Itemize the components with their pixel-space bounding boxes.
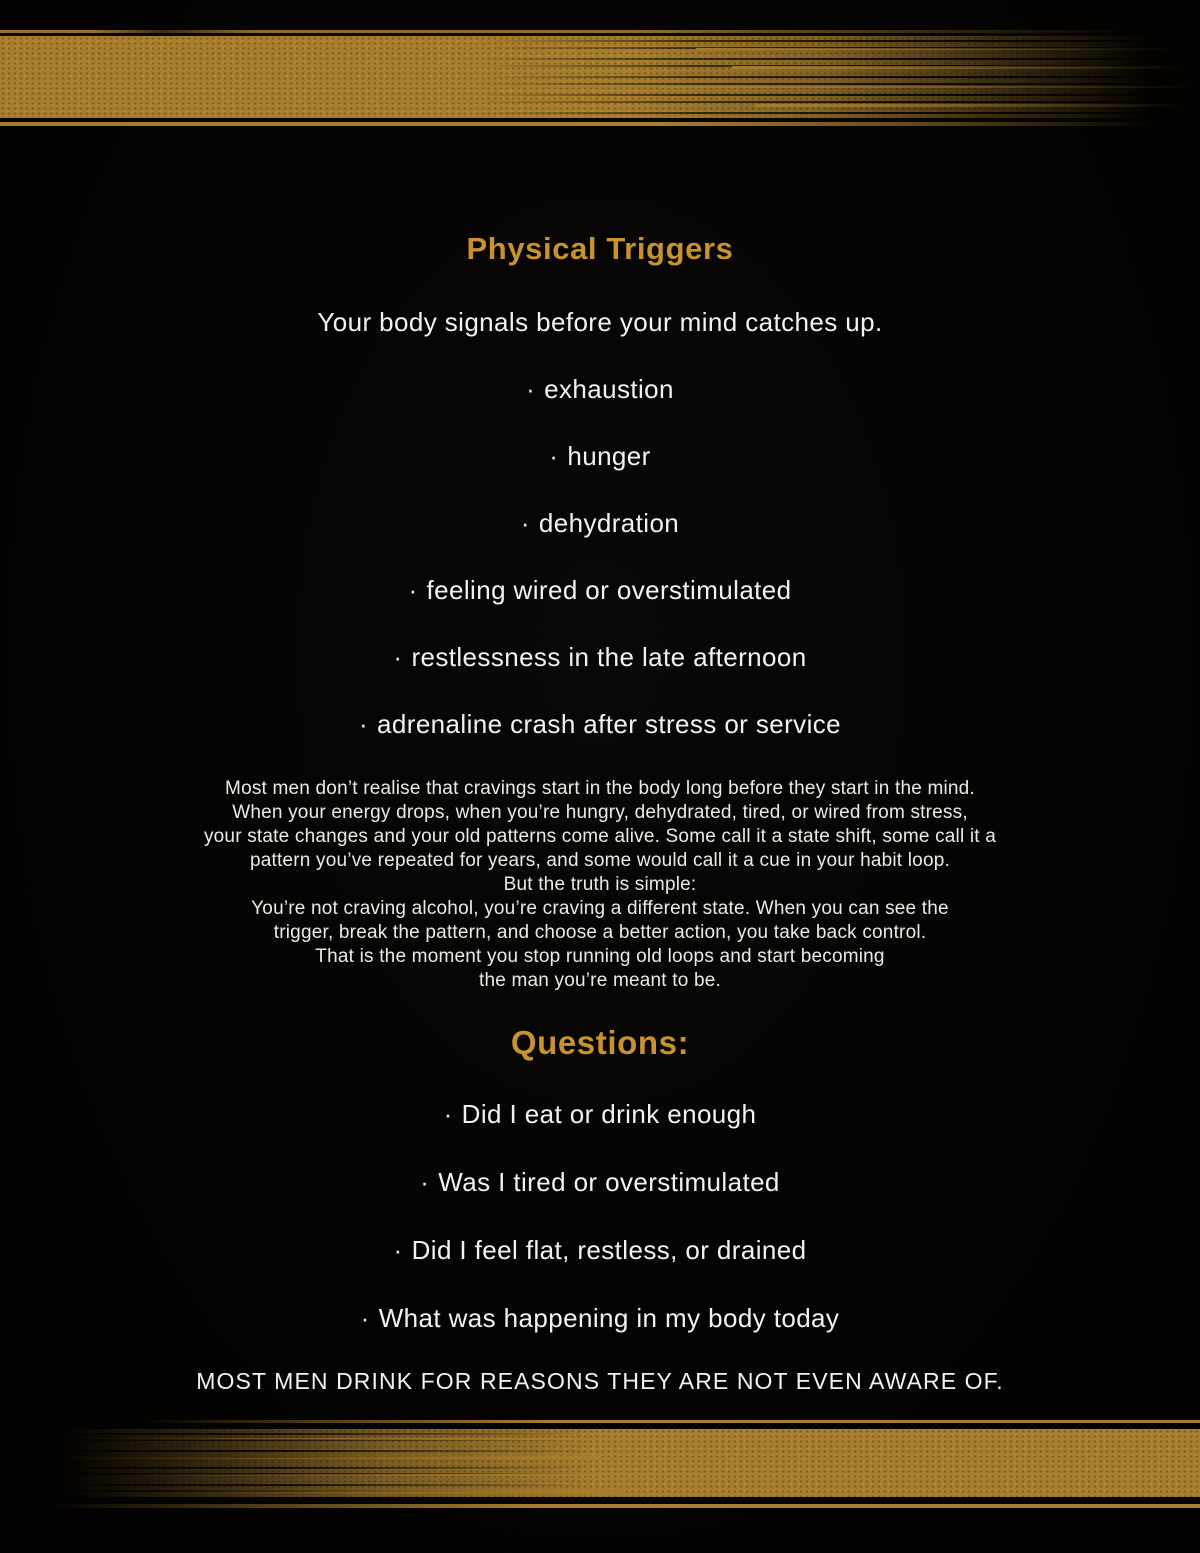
trigger-item-dehydration <box>0 507 1200 540</box>
paragraph-line: That is the moment you stop running old loops and start becoming <box>315 946 885 967</box>
question-list <box>0 1098 1200 1335</box>
question-item-eat-drink <box>0 1098 1200 1131</box>
trigger-item-exhaustion <box>0 373 1200 406</box>
bullet-dot-icon: · <box>549 441 559 471</box>
bullet-dot-icon: · <box>520 508 530 538</box>
trigger-label: hunger <box>567 441 651 471</box>
bullet-dot-icon: · <box>393 1235 403 1265</box>
trigger-label: adrenaline crash after stress or service <box>377 709 842 739</box>
brush-streak <box>120 1474 600 1476</box>
bullet-dot-icon: · <box>526 374 536 404</box>
bullet-dot-icon: · <box>358 709 369 739</box>
subtitle: Your body signals before your mind catches up. <box>317 307 883 337</box>
paragraph-line: But the truth is simple: <box>503 874 697 895</box>
brush-streak <box>168 1490 624 1493</box>
paragraph-line: When your energy drops, when you’re hungry, dehydrated, tired, or wired from stress, <box>232 802 968 823</box>
question-label: What was happening in my body today <box>378 1303 840 1333</box>
brush-streak <box>96 1438 600 1440</box>
trigger-item-restlessness <box>0 641 1200 674</box>
question-item-flat-restless <box>0 1234 1200 1267</box>
trigger-label: restlessness in the late afternoon <box>411 642 807 672</box>
paragraph-line: your state changes and your old patterns come alive. Some call it a state shift, some call it a <box>203 826 997 847</box>
trigger-list <box>0 373 1200 741</box>
question-label: Did I eat or drink enough <box>461 1099 757 1129</box>
paragraph-line: You’re not craving alcohol, you’re craving a different state. When you can see the <box>251 898 949 919</box>
trigger-label: feeling wired or overstimulated <box>426 575 792 605</box>
bullet-dot-icon: · <box>360 1303 370 1333</box>
trigger-item-wired <box>0 574 1200 607</box>
bullet-dot-icon: · <box>408 575 418 605</box>
body-paragraph <box>0 777 1200 993</box>
paragraph-line: the man you’re meant to be. <box>479 970 721 991</box>
page-title: Physical Triggers <box>466 231 734 266</box>
footer-statement: MOST MEN DRINK FOR REASONS THEY ARE NOT EVEN AWARE OF. <box>196 1368 1004 1394</box>
trigger-item-adrenaline-crash <box>0 708 1200 741</box>
question-item-tired <box>0 1166 1200 1199</box>
brush-underline <box>0 1504 1200 1508</box>
trigger-label: dehydration <box>538 508 680 538</box>
bullet-dot-icon: · <box>420 1167 430 1197</box>
trigger-item-hunger <box>0 440 1200 473</box>
bullet-dot-icon: · <box>393 642 403 672</box>
questions-heading: Questions: <box>510 1024 690 1061</box>
brush-streak <box>60 1456 600 1459</box>
bullet-dot-icon: · <box>443 1099 453 1129</box>
paragraph-line: pattern you’ve repeated for years, and some would call it a cue in your habit loop. <box>250 850 950 871</box>
question-label: Was I tired or overstimulated <box>438 1167 780 1197</box>
paragraph-line: trigger, break the pattern, and choose a better action, you take back control. <box>273 922 927 943</box>
brush-overline <box>120 1420 1200 1423</box>
trigger-label: exhaustion <box>544 374 674 404</box>
paragraph-line: Most men don’t realise that cravings start in the body long before they start in the mind. <box>225 778 975 799</box>
question-label: Did I feel flat, restless, or drained <box>411 1235 807 1265</box>
question-item-body-today <box>0 1302 1200 1335</box>
